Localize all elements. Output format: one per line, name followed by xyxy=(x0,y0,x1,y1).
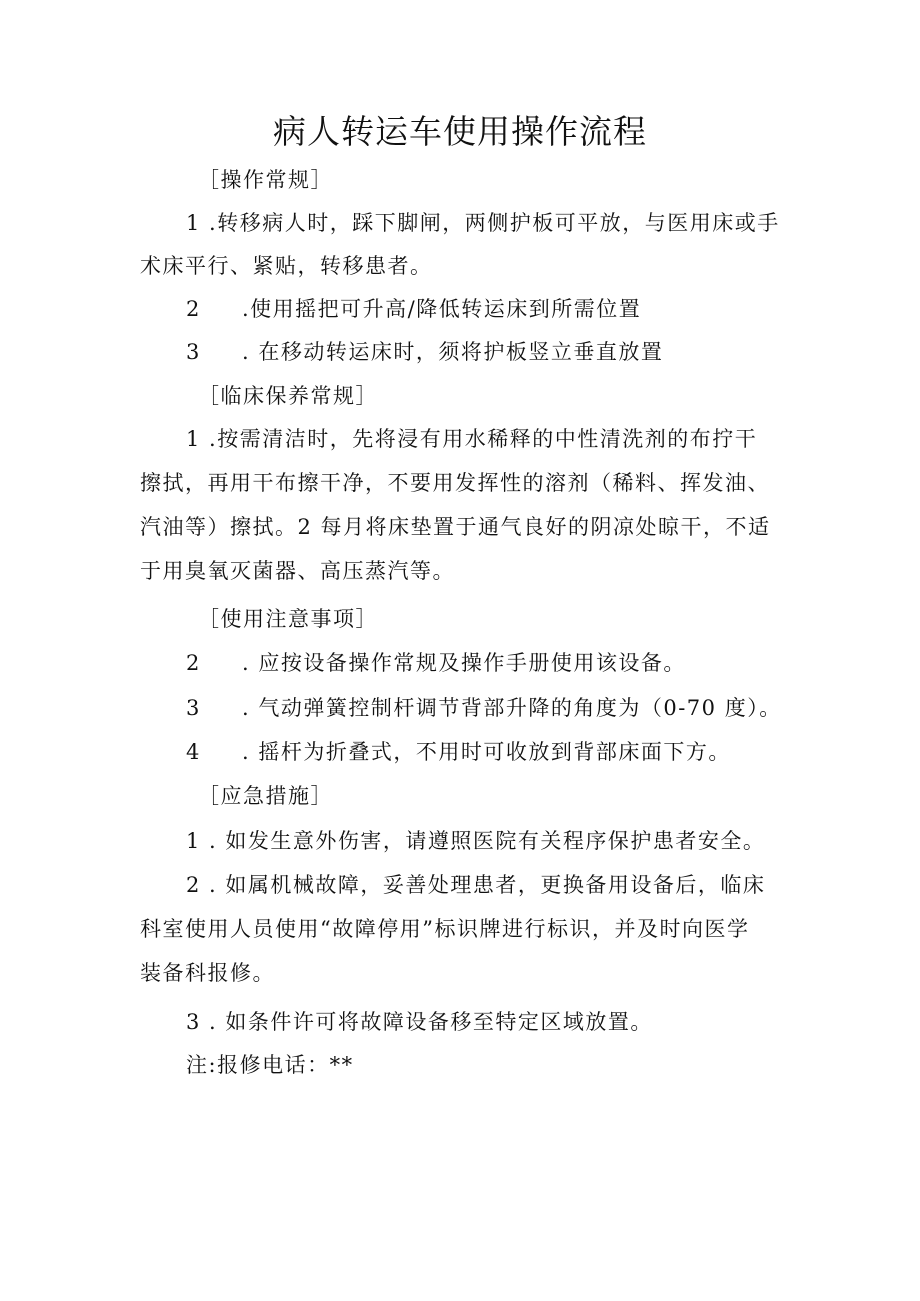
operation-item-2-number: 2 xyxy=(186,297,201,321)
precautions-item-2-text: . 应按设备操作常规及操作手册使用该设备。 xyxy=(242,651,686,675)
maintenance-line-1: 1 .按需清洁时，先将浸有用水稀释的中性清洗剂的布拧干 xyxy=(186,427,758,451)
precautions-item-3-text: . 气动弹簧控制杆调节背部升降的角度为（0-70 度）。 xyxy=(242,696,782,720)
emergency-item-2-line-2: 科室使用人员使用“故障停用”标识牌进行标识，并及时向医学 xyxy=(140,917,750,941)
precautions-item-4 xyxy=(186,737,731,767)
operation-item-2 xyxy=(186,294,641,324)
operation-item-2-text: .使用摇把可升高/降低转运床到所需位置 xyxy=(242,297,642,321)
emergency-item-1: 1 . 如发生意外伤害，请遵照医院有关程序保护患者安全。 xyxy=(186,829,766,853)
maintenance-line-4: 于用臭氧灭菌器、高压蒸汽等。 xyxy=(140,559,455,583)
precautions-item-3 xyxy=(186,693,782,723)
repair-phone-note: 注:报修电话：** xyxy=(186,1053,354,1077)
precautions-item-2 xyxy=(186,648,686,678)
section-heading-precautions: ［使用注意事项］ xyxy=(198,607,378,631)
maintenance-line-3: 汽油等）擦拭。2 每月将床垫置于通气良好的阴凉处晾干，不适 xyxy=(140,515,771,539)
document-title: 病人转运车使用操作流程 xyxy=(273,112,647,151)
emergency-item-3: 3 . 如条件许可将故障设备移至特定区域放置。 xyxy=(186,1010,653,1034)
precautions-item-4-text: . 摇杆为折叠式，不用时可收放到背部床面下方。 xyxy=(242,740,731,764)
operation-item-3-text: . 在移动转运床时，须将护板竖立垂直放置 xyxy=(242,340,664,364)
operation-item-3-number: 3 xyxy=(186,340,201,364)
precautions-item-4-number: 4 xyxy=(186,740,201,764)
emergency-item-2-line-1: 2 . 如属机械故障，妥善处理患者，更换备用设备后，临床 xyxy=(186,873,766,897)
section-heading-operation: ［操作常规］ xyxy=(198,168,333,192)
operation-item-1-line-2: 术床平行、紧贴，转移患者。 xyxy=(140,254,433,278)
section-heading-maintenance: ［临床保养常规］ xyxy=(198,384,378,408)
maintenance-line-2: 擦拭，再用干布擦干净，不要用发挥性的溶剂（稀料、挥发油、 xyxy=(140,471,770,495)
operation-item-3 xyxy=(186,337,663,367)
section-heading-emergency: ［应急措施］ xyxy=(198,784,333,808)
operation-item-1-line-1: 1 .转移病人时，踩下脚闸，两侧护板可平放，与医用床或手 xyxy=(186,211,780,235)
precautions-item-2-number: 2 xyxy=(186,651,201,675)
precautions-item-3-number: 3 xyxy=(186,696,201,720)
emergency-item-2-line-3: 装备科报修。 xyxy=(140,961,275,985)
